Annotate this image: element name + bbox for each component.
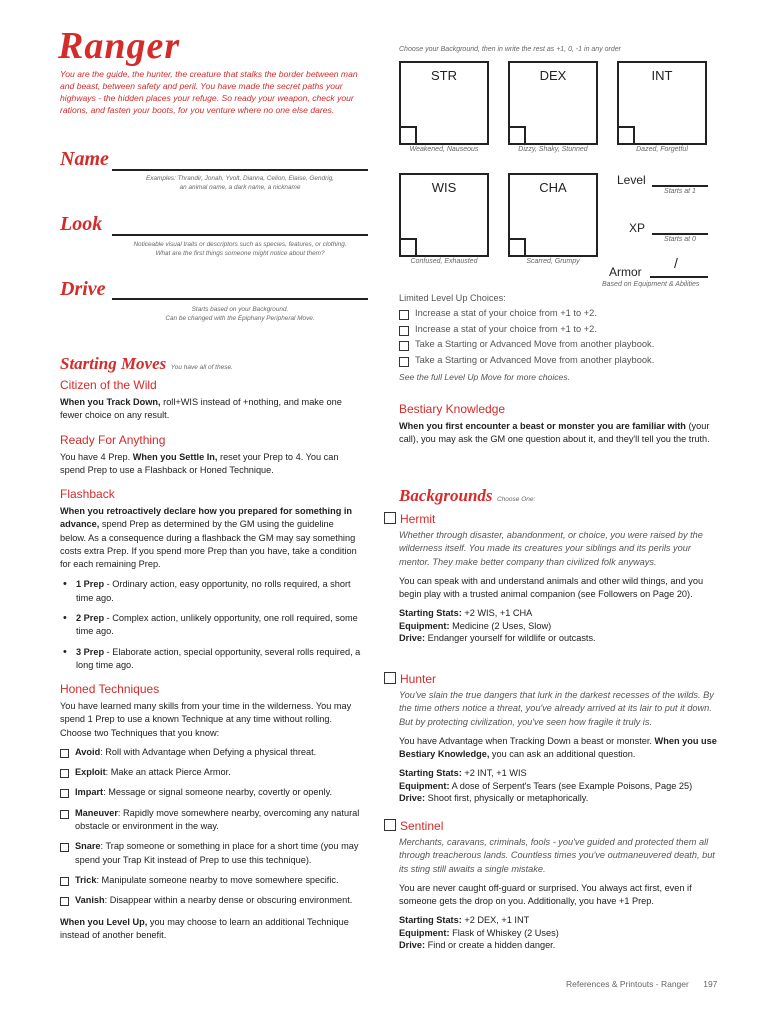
level-up-checkbox[interactable] (399, 341, 409, 351)
technique-trick: Trick: Manipulate someone nearby to move somewhere specific. (60, 874, 362, 887)
level-up-choice: Take a Starting or Advanced Move from another playbook. (399, 337, 719, 353)
stat-name: DEX (539, 68, 567, 83)
stat-name: WIS (431, 180, 457, 195)
background-hermit: Hermit Whether through disaster, abandonment, or choice, you were raised by the wilderness itself. You made its creatures your siblings and its perils your mentor. They make better company than civilized folk anyways. You can speak with and understand animals and other wild things, and you begin play with a trusted animal companion (see Followers on Page 20). Starting Stats: +2 WIS, +1 CHA Equipment: Medicine (2 Uses, Slow) Drive: Endanger yourself for wildlife or outcasts. (384, 512, 718, 645)
armor-field[interactable] (650, 276, 708, 278)
stat-box-wis[interactable] (399, 173, 489, 257)
stat-box-dex[interactable] (508, 61, 598, 145)
drive-hint: Starts based on your Background. Can be changed with the Epiphany Peripheral Move. (165, 306, 315, 322)
background-title: Hermit (400, 512, 436, 526)
background-checkbox[interactable] (384, 512, 396, 524)
debility-checkbox[interactable] (510, 126, 526, 143)
level-up-choice: Increase a stat of your choice from +1 to +2. (399, 322, 719, 338)
level-hint: Starts at 1 (664, 188, 696, 195)
level-up-checkbox[interactable] (399, 310, 409, 320)
debility-label: Dazed, Forgetful (636, 146, 688, 153)
debility-label: Weakened, Nauseous (409, 146, 479, 153)
armor-hint: Based on Equipment & Abilities (602, 281, 700, 288)
debility-label: Dizzy, Shaky, Stunned (518, 146, 588, 153)
background-title: Sentinel (400, 819, 444, 833)
background-hunter: Hunter You've slain the true dangers that lurk in the darkest recesses of the wilds. By the time others notice a threat, you've already arrived at its lair to put it down. But by protecting civilization, you've seen how fragile it truly is. You have Advantage when Tracking Down a beast or monster. When you use Bestiary Knowledge, you can ask an additional question. Starting Stats: +2 INT, +1 WIS Equipment: A dose of Serpent's Tears (see Example Poisons, Page 25) Drive: Shoot first, physically or metaphorically. (384, 672, 718, 805)
technique-checkbox[interactable] (60, 897, 69, 906)
stat-box-cha[interactable] (508, 173, 598, 257)
move-title: Bestiary Knowledge (399, 402, 506, 416)
move-title: Ready For Anything (60, 433, 166, 447)
name-label: Name (60, 148, 109, 170)
stat-name: CHA (539, 180, 567, 195)
level-up-choices (399, 292, 719, 384)
armor-label: Armor (609, 265, 642, 279)
move-flashback: Flashback When you retroactively declare how you prepared for something in advance, spend Prep as determined by the GM using the guideline below. As a consequence during a flashback the GM may say something costs extra Prep. If you spend more Prep than you have, take a condition for each remaining Prep. • 1 Prep - Ordinary action, easy opportunity, no rolls required, a short time ago. • 2 Prep - Complex action, unlikely opportunity, one roll required, some time ago. • 3 Prep - Elaborate action, special opportunity, several rolls required, a long time ago. (60, 487, 362, 679)
name-hint: Examples: Thrandir, Jonah, Yvolt, Dianna, Celion, Elaise, Gendrig, an animal name, a dark name, a nickname (146, 175, 334, 191)
xp-field[interactable] (652, 233, 708, 235)
technique-avoid: Avoid: Roll with Advantage when Defying a physical threat. (60, 746, 362, 759)
technique-checkbox[interactable] (60, 789, 69, 798)
background-checkbox[interactable] (384, 672, 396, 684)
move-ready-for-anything: Ready For Anything You have 4 Prep. When you Settle In, reset your Prep to 4. You can spend Prep to use a Flashback or Honed Technique. (60, 433, 362, 478)
drive-label: Drive (60, 278, 106, 300)
backgrounds-header: Backgrounds Choose One: (399, 486, 536, 505)
level-field[interactable] (652, 185, 708, 187)
drive-field[interactable] (112, 298, 368, 300)
background-checkbox[interactable] (384, 819, 396, 831)
technique-maneuver: Maneuver: Rapidly move somewhere nearby, overcoming any natural obstacle or environment in the way. (60, 807, 362, 834)
debility-label: Confused, Exhausted (410, 258, 478, 265)
stats-instructions: Choose your Background, then in write the rest as +1, 0, -1 in any order (399, 46, 621, 53)
technique-checkbox[interactable] (60, 810, 69, 819)
name-field[interactable] (112, 169, 368, 171)
background-sentinel: Sentinel Merchants, caravans, criminals, fools - you've guided and protected them all through treacherous lands. Countless times you've outmaneuvered death, but its sting still awaits a single mistake. You are never caught off-guard or surprised. You always act first, even if someone gets the drop on you. Additionally, you have +1 Prep. Starting Stats: +2 DEX, +1 INT Equipment: Flask of Whiskey (2 Uses) Drive: Find or create a hidden danger. (384, 819, 718, 952)
look-hint: Noticeable visual traits or descriptors such as species, features, or clothing. What are the first things someone might notice about them? (133, 241, 347, 257)
level-up-choice: Increase a stat of your choice from +1 to +2. (399, 306, 719, 322)
move-honed-techniques: Honed Techniques You have learned many skills from your time in the wilderness. You may spend 1 Prep to use a known Technique at any time without rolling. Choose two Techniques that you know: Avoid: Roll with Advantage when Defying a physical threat. Exploit: Make an attack Pierce Armor. Impart: Message or signal someone nearby, covertly or openly. Maneuver: Rapidly move somewhere nearby, overcoming any natural obstacle or environment in the way. Snare: Trap someone or something in place for a short time (you may spend your Trap Kit instead of Prep to use this technique). Trick: Manipulate someone nearby to move somewhere specific. Vanish: Disappear within a nearby dense or obscuring environment. When you Level Up, you may choose to learn an additional Technique instead of another benefit. (60, 682, 362, 942)
technique-impart: Impart: Message or signal someone nearby, covertly or openly. (60, 786, 362, 799)
level-up-title: Limited Level Up Choices: (399, 293, 506, 303)
intro-text: You are the guide, the hunter, the creature that stalks the border between man and beast, between safety and peril. You have made the secret paths your highways - the hidden places your refuge. So ready your weapon, check your rations, and fasten your boots, for you venture where no one else dares. (60, 69, 358, 115)
footer-text: References & Printouts - Ranger (566, 979, 689, 989)
look-label: Look (60, 213, 103, 235)
level-up-choice: Take a Starting or Advanced Move from another playbook. (399, 353, 719, 369)
move-bestiary-knowledge: Bestiary Knowledge When you first encounter a beast or monster you are familiar with (your call), you may ask the GM one question about it, and they'll tell you the truth. (399, 402, 717, 447)
starting-moves-header: Starting Moves You have all of these. (60, 354, 233, 373)
debility-checkbox[interactable] (401, 126, 417, 143)
debility-checkbox[interactable] (619, 126, 635, 143)
look-field[interactable] (112, 234, 368, 236)
technique-exploit: Exploit: Make an attack Pierce Armor. (60, 766, 362, 779)
page-footer (566, 979, 717, 989)
page-title: Ranger (58, 25, 181, 67)
move-title: Honed Techniques (60, 682, 160, 696)
background-title: Hunter (400, 672, 437, 686)
debility-checkbox[interactable] (401, 238, 417, 255)
technique-checkbox[interactable] (60, 769, 69, 778)
stat-name: INT (651, 68, 673, 83)
page-number: 197 (703, 979, 718, 989)
xp-label: XP (629, 221, 646, 235)
armor-slash: / (674, 255, 678, 271)
level-up-checkbox[interactable] (399, 326, 409, 336)
technique-snare: Snare: Trap someone or something in place for a short time (you may spend your Trap Kit instead of Prep to use this technique). (60, 840, 362, 867)
level-up-checkbox[interactable] (399, 357, 409, 367)
technique-checkbox[interactable] (60, 877, 69, 886)
move-title: Flashback (60, 487, 115, 501)
stat-name: STR (431, 68, 457, 83)
technique-vanish: Vanish: Disappear within a nearby dense or obscuring environment. (60, 894, 362, 907)
prep-bullet: • 2 Prep - Complex action, unlikely opportunity, one roll required, some time ago. (60, 612, 362, 639)
technique-checkbox[interactable] (60, 843, 69, 852)
stat-box-int[interactable] (617, 61, 707, 145)
debility-label: Scarred, Grumpy (526, 258, 580, 265)
technique-checkbox[interactable] (60, 749, 69, 758)
move-citizen-of-the-wild: Citizen of the Wild When you Track Down, roll+WIS instead of +nothing, and make one fewer choice on any result. (60, 378, 362, 423)
debility-checkbox[interactable] (510, 238, 526, 255)
level-label: Level (617, 173, 646, 187)
level-up-footer: See the full Level Up Move for more choices. (399, 371, 571, 382)
move-title: Citizen of the Wild (60, 378, 157, 392)
prep-bullet: • 3 Prep - Elaborate action, special opportunity, several rolls required, a long time ago. (60, 646, 362, 673)
prep-bullet: • 1 Prep - Ordinary action, easy opportunity, no rolls required, a short time ago. (60, 578, 362, 605)
xp-hint: Starts at 0 (664, 236, 696, 243)
stat-box-str[interactable] (399, 61, 489, 145)
